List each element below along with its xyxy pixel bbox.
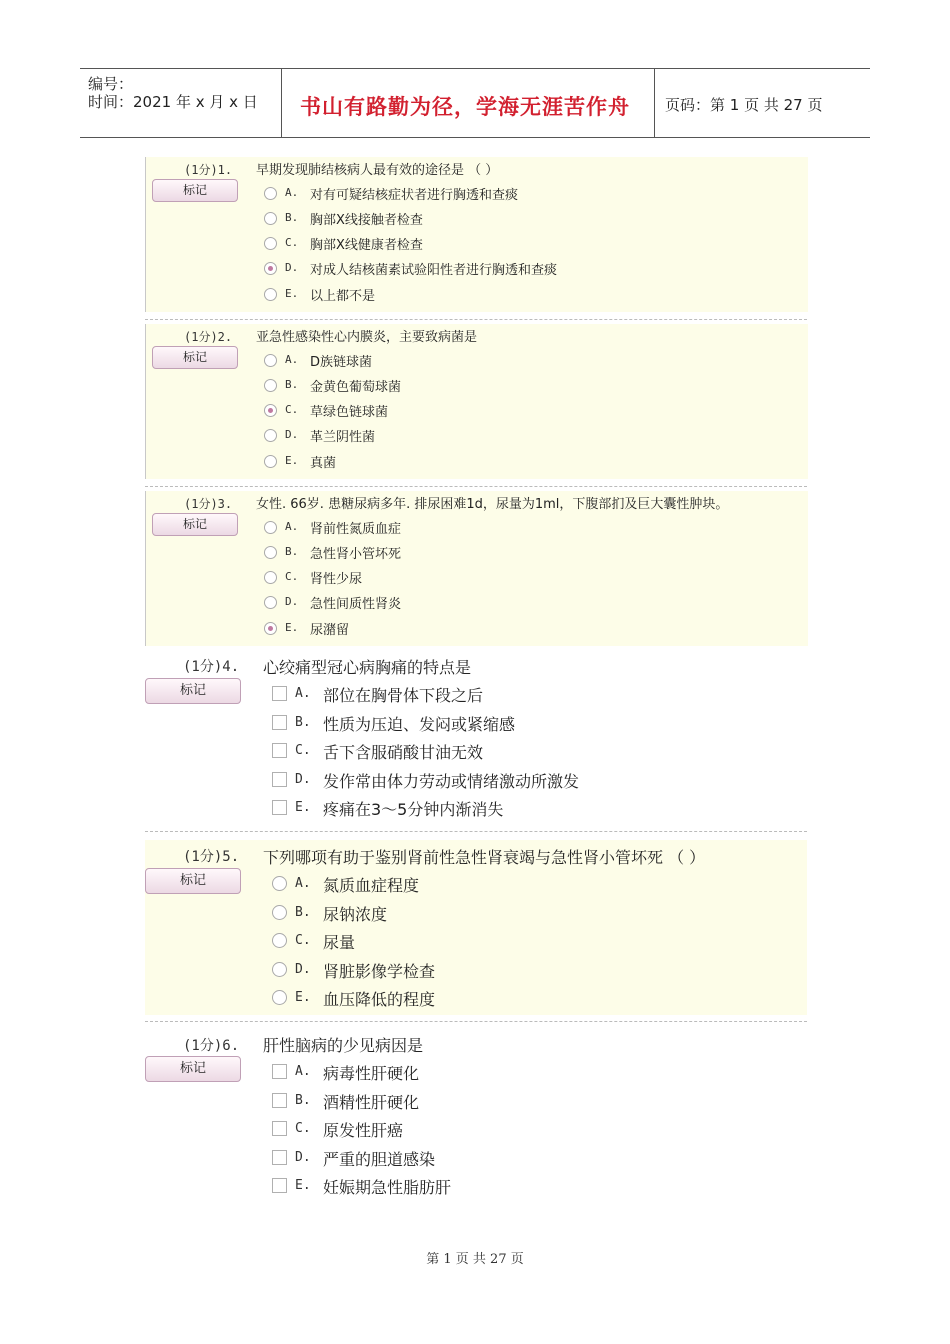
checkbox[interactable] (272, 772, 287, 787)
option-text: 部位在胸骨体下段之后 (323, 686, 484, 705)
question-stem: 肝性脑病的少见病因是 (263, 1036, 424, 1055)
option-text: 尿钠浓度 (323, 905, 388, 924)
radio-button-selected[interactable] (264, 622, 277, 635)
separator (145, 319, 807, 320)
motto: 书山有路勤为径，学海无涯苦作舟 (300, 94, 630, 119)
option-letter: C. (285, 570, 299, 583)
option-text: 肾脏影像学检查 (323, 962, 436, 981)
radio-button[interactable] (272, 933, 287, 948)
option-letter: C. (295, 1121, 311, 1136)
option-text: 疼痛在3～5分钟内渐消失 (323, 800, 504, 819)
checkbox[interactable] (272, 1178, 287, 1193)
option-text: 胸部X线接触者检查 (310, 213, 423, 228)
radio-button-selected[interactable] (264, 404, 277, 417)
option-text: 酒精性肝硬化 (323, 1093, 420, 1112)
question-block-1 (145, 157, 808, 312)
option-text: 急性肾小管坏死 (310, 547, 402, 562)
option-text: 急性间质性肾炎 (310, 597, 402, 612)
radio-button[interactable] (264, 354, 277, 367)
separator (145, 831, 807, 832)
code-label: 编号： (88, 75, 134, 93)
checkbox[interactable] (272, 715, 287, 730)
radio-button[interactable] (264, 596, 277, 609)
question-block-2 (145, 324, 808, 479)
question-score: (1分)5. (183, 849, 240, 865)
option-letter: E. (285, 454, 299, 467)
radio-button[interactable] (264, 187, 277, 200)
option-text: 发作常由体力劳动或情绪激动所激发 (323, 772, 580, 791)
radio-button[interactable] (264, 546, 277, 559)
radio-button[interactable] (272, 905, 287, 920)
question-block-5 (145, 840, 807, 1015)
option-letter: E. (295, 800, 311, 815)
option-letter: A. (295, 686, 311, 701)
radio-button-selected[interactable] (264, 262, 277, 275)
page-footer: 第 1 页 共 27 页 (426, 1252, 524, 1267)
header-info-cell (80, 69, 282, 137)
radio-button[interactable] (264, 455, 277, 468)
checkbox[interactable] (272, 1064, 287, 1079)
checkbox[interactable] (272, 800, 287, 815)
option-letter: A. (285, 186, 299, 199)
option-letter: D. (295, 772, 311, 787)
option-text: 胸部X线健康者检查 (310, 238, 423, 253)
question-block-3 (145, 491, 808, 646)
question-score: (1分)2. (184, 330, 233, 344)
checkbox[interactable] (272, 1093, 287, 1108)
question-block-4 (145, 652, 807, 827)
option-letter: B. (295, 715, 311, 730)
option-letter: D. (285, 261, 299, 274)
option-text: 革兰阴性菌 (310, 430, 376, 445)
question-stem: 心绞痛型冠心病胸痛的特点是 (263, 658, 472, 677)
option-letter: C. (295, 933, 311, 948)
option-letter: C. (285, 403, 299, 416)
radio-button[interactable] (264, 521, 277, 534)
option-letter: A. (295, 876, 311, 891)
radio-button[interactable] (264, 571, 277, 584)
option-letter: B. (285, 378, 299, 391)
option-letter: D. (295, 1150, 311, 1165)
option-text: 对成人结核菌素试验阳性者进行胸透和查痰 (310, 263, 558, 278)
radio-button[interactable] (264, 212, 277, 225)
option-letter: C. (295, 743, 311, 758)
mark-button[interactable]: 标记 (152, 346, 238, 369)
option-text: 肾性少尿 (310, 572, 363, 587)
option-letter: E. (295, 990, 311, 1005)
question-stem: 下列哪项有助于鉴别肾前性急性肾衰竭与急性肾小管坏死 （ ） (263, 848, 706, 867)
question-score: (1分)1. (184, 163, 233, 177)
option-text: 性质为压迫、发闷或紧缩感 (323, 715, 516, 734)
radio-button[interactable] (264, 379, 277, 392)
option-letter: E. (285, 621, 299, 634)
option-text: 肾前性氮质血症 (310, 522, 402, 537)
option-letter: C. (285, 236, 299, 249)
separator (145, 1021, 807, 1022)
page-number-label: 页码：第 1 页 共 27 页 (665, 96, 823, 114)
radio-button[interactable] (264, 237, 277, 250)
checkbox[interactable] (272, 743, 287, 758)
option-text: 草绿色链球菌 (310, 405, 389, 420)
option-text: D族链球菌 (310, 355, 373, 370)
option-letter: D. (285, 428, 299, 441)
page-header (80, 68, 870, 138)
option-text: 氮质血症程度 (323, 876, 420, 895)
checkbox[interactable] (272, 686, 287, 701)
option-letter: E. (295, 1178, 311, 1193)
option-text: 以上都不是 (310, 289, 376, 304)
option-letter: B. (295, 1093, 311, 1108)
question-stem: 亚急性感染性心内膜炎，主要致病菌是 (256, 330, 478, 345)
option-text: 尿潴留 (310, 623, 350, 638)
question-score: (1分)3. (184, 497, 233, 511)
question-score: (1分)4. (183, 659, 240, 675)
option-letter: B. (295, 905, 311, 920)
option-text: 血压降低的程度 (323, 990, 436, 1009)
mark-button[interactable]: 标记 (152, 513, 238, 536)
mark-button[interactable]: 标记 (152, 179, 238, 202)
radio-button[interactable] (272, 990, 287, 1005)
radio-button[interactable] (264, 429, 277, 442)
option-letter: B. (285, 545, 299, 558)
question-stem: 女性. 66岁. 患糖尿病多年. 排尿困难1d，尿量为1ml，下腹部扪及巨大囊性肿块。 (256, 497, 729, 512)
option-text: 病毒性肝硬化 (323, 1064, 420, 1083)
option-text: 舌下含服硝酸甘油无效 (323, 743, 484, 762)
option-text: 妊娠期急性脂肪肝 (323, 1178, 452, 1197)
option-letter: D. (285, 595, 299, 608)
option-text: 真菌 (310, 456, 337, 471)
option-letter: A. (295, 1064, 311, 1079)
option-letter: D. (295, 962, 311, 977)
option-text: 严重的胆道感染 (323, 1150, 436, 1169)
question-stem: 早期发现肺结核病人最有效的途径是 （ ） (256, 163, 499, 178)
radio-button[interactable] (264, 288, 277, 301)
radio-button[interactable] (272, 962, 287, 977)
option-text: 尿量 (323, 933, 356, 952)
option-letter: A. (285, 520, 299, 533)
question-score: (1分)6. (183, 1038, 240, 1054)
checkbox[interactable] (272, 1121, 287, 1136)
mark-button[interactable]: 标记 (145, 678, 241, 704)
separator (145, 486, 807, 487)
option-letter: B. (285, 211, 299, 224)
checkbox[interactable] (272, 1150, 287, 1165)
option-text: 原发性肝癌 (323, 1121, 404, 1140)
mark-button[interactable]: 标记 (145, 1056, 241, 1082)
header-page-cell (655, 69, 870, 137)
option-text: 对有可疑结核症状者进行胸透和查痰 (310, 188, 519, 203)
option-letter: E. (285, 287, 299, 300)
option-letter: A. (285, 353, 299, 366)
mark-button[interactable]: 标记 (145, 868, 241, 894)
time-label: 时间：2021 年 x 月 x 日 (88, 93, 258, 111)
option-text: 金黄色葡萄球菌 (310, 380, 402, 395)
header-motto-cell (282, 69, 655, 137)
radio-button[interactable] (272, 876, 287, 891)
question-block-6 (145, 1030, 807, 1205)
